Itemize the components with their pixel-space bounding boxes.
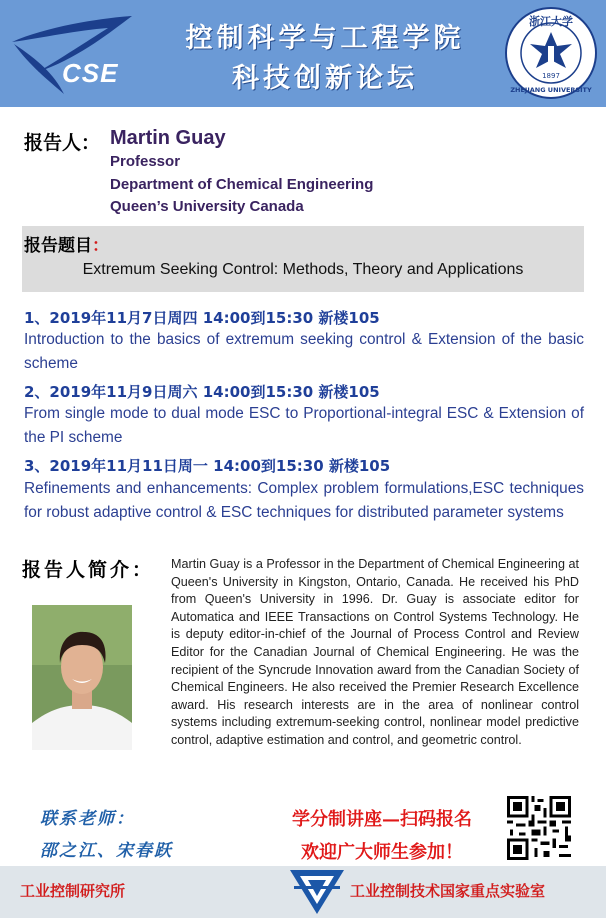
contact-names: 邵之江、宋春跃 xyxy=(40,841,173,861)
footer-institute: 工业控制研究所 xyxy=(20,882,126,900)
topic-label-colon: ： xyxy=(92,236,109,256)
seal-bottom-text: ZHEJIANG UNIVERSITY xyxy=(510,86,592,94)
speaker-photo xyxy=(32,605,132,750)
session-2-description: From single mode to dual mode ESC to Proportional-integral ESC & Extension of the PI scheme xyxy=(24,405,584,446)
topic-label-text: 报告题目 xyxy=(24,236,92,256)
speaker-department: Department of Chemical Engineering xyxy=(110,176,374,193)
session-1-heading: 1、2019年11月7日周四 14:00到15:30 新楼105 xyxy=(24,309,380,327)
bio-text: Martin Guay is a Professor in the Department of Chemical Engineering at Queen's University in Kingston, Ontario, Canada. He received his PhD from Queen's University in 1996. Dr. Guay is associate editor for Automatica and IEEE Transactions on Control Systems Technology. He is deputy editor-in-chief of the Journal of Process Control and Review Editor for the Canadian Journal of Chemical Engineering. He was the recipient of the Syncrude Innovation award from the Canadian Society of Chemical Engineers. He also received the Premier Research Excellence award. His research interests are in the area of nonlinear control systems including extremum-seeking control, nonlinear model predictive control, adaptive estimation and control, and geometric control. xyxy=(171,557,579,747)
lab-logo xyxy=(288,868,346,916)
promo-line1: 学分制讲座—扫码报名 xyxy=(292,809,472,830)
session-3-description: Refinements and enhancements: Complex problem formulations,ESC techniques for robust adaptive control & ESC techniques for distributed parameter systems xyxy=(24,480,584,521)
topic-label xyxy=(24,231,109,256)
forum-title-line1: 控制科学与工程学院 xyxy=(185,23,465,54)
bio-label: 报告人简介： xyxy=(22,559,155,581)
forum-title-line2: 科技创新论坛 xyxy=(232,63,418,94)
footer-lab: 工业控制技术国家重点实验室 xyxy=(350,882,546,900)
seal-year: 1897 xyxy=(542,72,560,80)
speaker-name: Martin Guay xyxy=(110,127,226,149)
contact-label: 联系老师： xyxy=(40,809,135,829)
speaker-label: 报告人： xyxy=(24,132,101,154)
speaker-position: Professor xyxy=(110,153,181,170)
topic-title: Extremum Seeking Control: Methods, Theory and Applications xyxy=(82,261,524,278)
promo-line2: 欢迎广大师生参加！ xyxy=(301,842,463,863)
session-2-heading: 2、2019年11月9日周六 14:00到15:30 新楼105 xyxy=(24,383,380,401)
cse-logo-text: CSE xyxy=(62,58,119,88)
registration-qr-code[interactable] xyxy=(507,796,571,860)
speaker-affiliation: Queen’s University Canada xyxy=(110,198,304,215)
seal-top-text: 浙江大学 xyxy=(529,15,573,28)
session-3-heading: 3、2019年11月11日周一 14:00到15:30 新楼105 xyxy=(24,457,391,475)
session-1-description: Introduction to the basics of extremum seeking control & Extension of the basic scheme xyxy=(24,331,584,372)
zhejiang-university-seal xyxy=(504,6,598,100)
